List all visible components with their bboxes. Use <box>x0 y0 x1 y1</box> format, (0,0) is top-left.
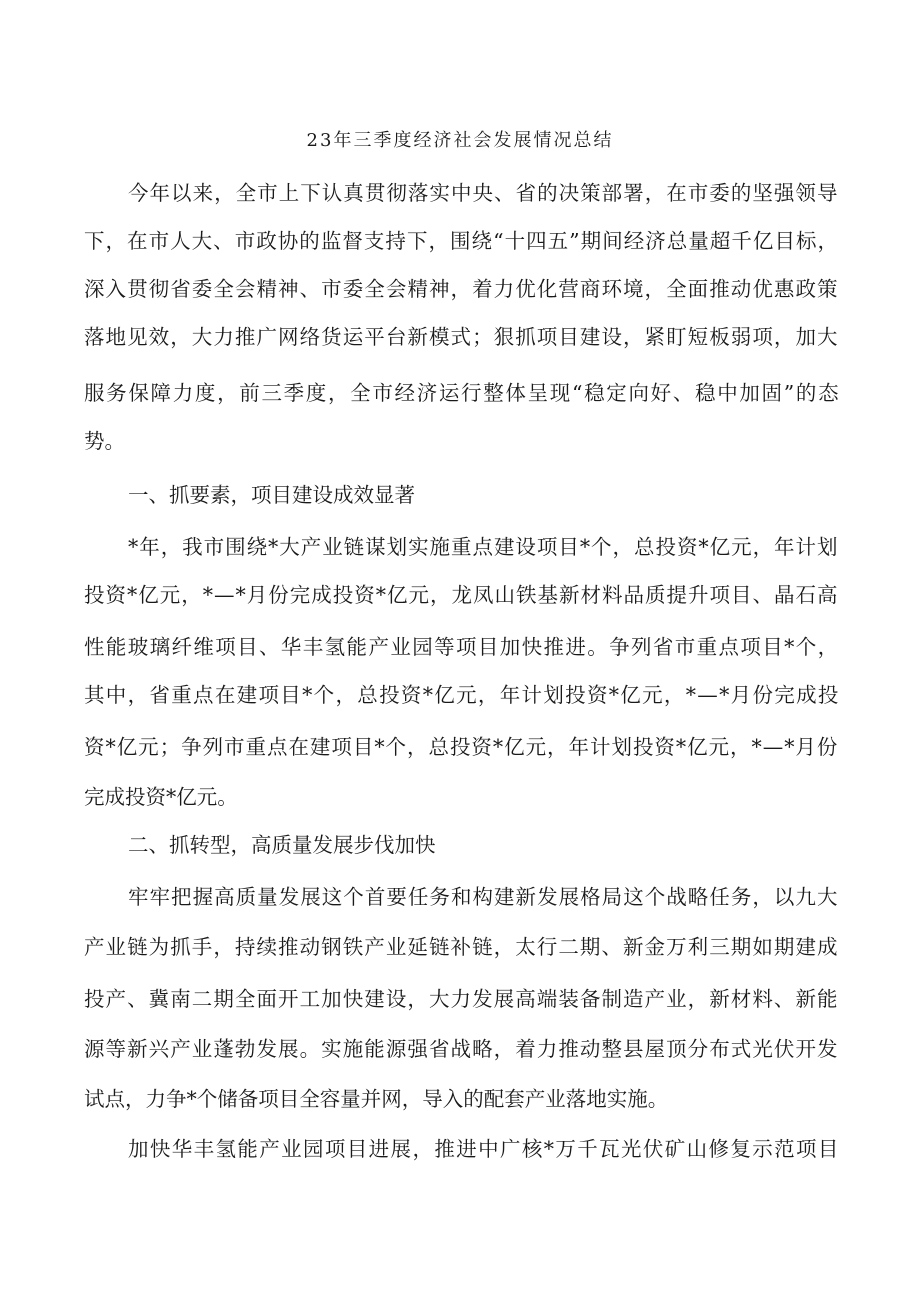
paragraph-3-line-2: 产业链为抓手，持续推动钢铁产业延链补链，太行二期、新金万利三期如期建成 <box>84 935 839 959</box>
paragraph-1-line-4: 落地见效，大力推广网络货运平台新模式；狠抓项目建设，紧盯短板弱项，加大 <box>84 325 839 349</box>
paragraph-1-line-5: 服务保障力度，前三季度，全市经济运行整体呈现“稳定向好、稳中加固”的态 <box>84 381 841 405</box>
paragraph-1-line-2: 下，在市人大、市政协的监督支持下，围绕“十四五”期间经济总量超千亿目标， <box>84 229 840 253</box>
paragraph-2-line-1: *年，我市围绕*大产业链谋划实施重点建设项目*个，总投资*亿元，年计划 <box>128 535 839 559</box>
section-heading-1: 一、抓要素，项目建设成效显著 <box>128 483 415 507</box>
paragraph-3-line-4: 源等新兴产业蓬勃发展。实施能源强省战略，着力推动整县屋顶分布式光伏开发 <box>84 1037 839 1061</box>
paragraph-2-line-4: 其中，省重点在建项目*个，总投资*亿元，年计划投资*亿元，*—*月份完成投 <box>84 683 840 707</box>
paragraph-1-line-1: 今年以来，全市上下认真贯彻落实中央、省的决策部署，在市委的坚强领导 <box>128 181 839 205</box>
paragraph-2-line-3: 性能玻璃纤维项目、华丰氢能产业园等项目加快推进。争列省市重点项目*个， <box>84 635 840 659</box>
paragraph-2-line-2: 投资*亿元，*—*月份完成投资*亿元，龙凤山铁基新材料品质提升项目、晶石高 <box>84 583 839 607</box>
paragraph-3-line-3: 投产、冀南二期全面开工加快建设，大力发展高端装备制造产业，新材料、新能 <box>84 987 839 1011</box>
paragraph-3-line-5: 试点，力争*个储备项目全容量并网，导入的配套产业落地实施。 <box>84 1087 669 1111</box>
paragraph-2-line-6: 完成投资*亿元。 <box>84 785 238 809</box>
paragraph-2-line-5: 资*亿元；争列市重点在建项目*个，总投资*亿元，年计划投资*亿元，*—*月份 <box>84 735 839 759</box>
page-title: 23年三季度经济社会发展情况总结 <box>306 130 614 151</box>
paragraph-1-line-3: 深入贯彻省委全会精神、市委全会精神，着力优化营商环境，全面推动优惠政策 <box>84 277 839 301</box>
section-heading-2: 二、抓转型，高质量发展步伐加快 <box>128 833 436 857</box>
paragraph-4-line-1: 加快华丰氢能产业园项目进展，推进中广核*万千瓦光伏矿山修复示范项目 <box>128 1137 840 1161</box>
paragraph-1-line-6: 势。 <box>84 429 125 453</box>
paragraph-3-line-1: 牢牢把握高质量发展这个首要任务和构建新发展格局这个战略任务，以九大 <box>128 885 839 909</box>
